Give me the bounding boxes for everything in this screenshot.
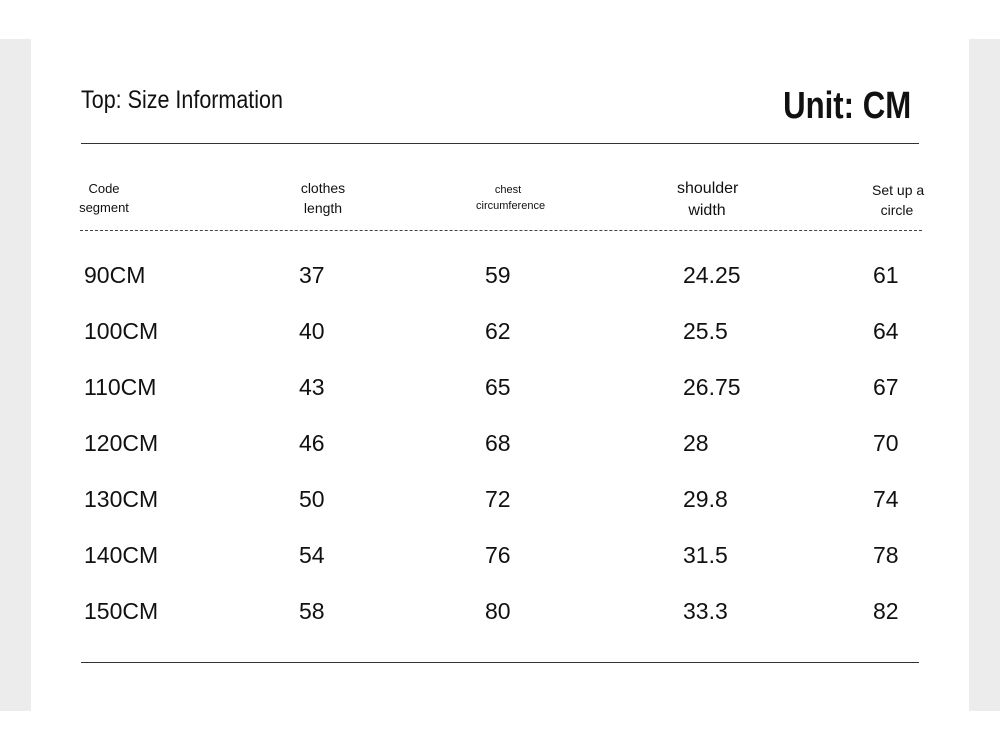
cell-chest: 59 [485,262,511,288]
header-chest-circumference [476,183,546,215]
header-chest-line1: chest [494,184,522,196]
header-code-line1: Code [88,181,120,196]
cell-code: 110CM [84,374,157,400]
top-divider [81,143,919,144]
cell-chest: 72 [485,486,511,512]
cell-chest: 68 [485,430,511,456]
cell-code: 100CM [84,318,159,344]
cell-circle: 74 [873,486,899,512]
cell-length: 43 [299,374,325,400]
cell-code: 90CM [84,262,146,288]
cell-code: 140CM [84,542,159,568]
cell-shoulder: 31.5 [683,542,728,568]
table-row [0,542,1000,582]
cell-circle: 64 [873,318,899,344]
cell-shoulder: 25.5 [683,318,728,344]
page-title: Top: Size Information [81,86,283,114]
header-shoulder-width [677,178,737,223]
table-row [0,318,1000,358]
header-code-line2: segment [79,199,129,215]
cell-code: 130CM [84,486,159,512]
header-clothes-length [300,178,346,219]
header-circle-line1: Set up a [872,182,925,198]
cell-shoulder: 29.8 [683,486,728,512]
cell-length: 37 [299,262,325,288]
table-row [0,374,1000,414]
cell-length: 58 [299,598,325,624]
cell-shoulder: 24.25 [683,262,741,288]
header-length-line1: clothes [300,180,346,196]
cell-length: 50 [299,486,325,512]
cell-length: 54 [299,542,325,568]
unit-label: Unit: CM [782,85,911,127]
cell-circle: 70 [873,430,899,456]
header-shoulder-line2: width [688,202,726,220]
table-row [0,486,1000,526]
table-row [0,262,1000,302]
header-circle-line2: circle [880,202,914,219]
cell-circle: 82 [873,598,899,624]
header-dashed-divider [80,230,922,231]
header-length-line2: length [303,200,343,217]
cell-code: 150CM [84,598,159,624]
cell-chest: 80 [485,598,511,624]
cell-shoulder: 26.75 [683,374,741,400]
cell-circle: 78 [873,542,899,568]
cell-circle: 61 [873,262,899,288]
cell-code: 120CM [84,430,159,456]
cell-length: 40 [299,318,325,344]
table-row [0,430,1000,470]
header-code-segment [79,180,129,218]
header-set-up-circle [872,180,925,221]
cell-chest: 62 [485,318,511,344]
cell-length: 46 [299,430,325,456]
cell-chest: 65 [485,374,511,400]
header-chest-line2: circumference [476,199,546,212]
table-row [0,598,1000,638]
cell-circle: 67 [873,374,899,400]
cell-shoulder: 33.3 [683,598,728,624]
header-shoulder-line1: shoulder [677,180,739,197]
bottom-divider [81,662,919,663]
cell-shoulder: 28 [683,430,709,456]
cell-chest: 76 [485,542,511,568]
